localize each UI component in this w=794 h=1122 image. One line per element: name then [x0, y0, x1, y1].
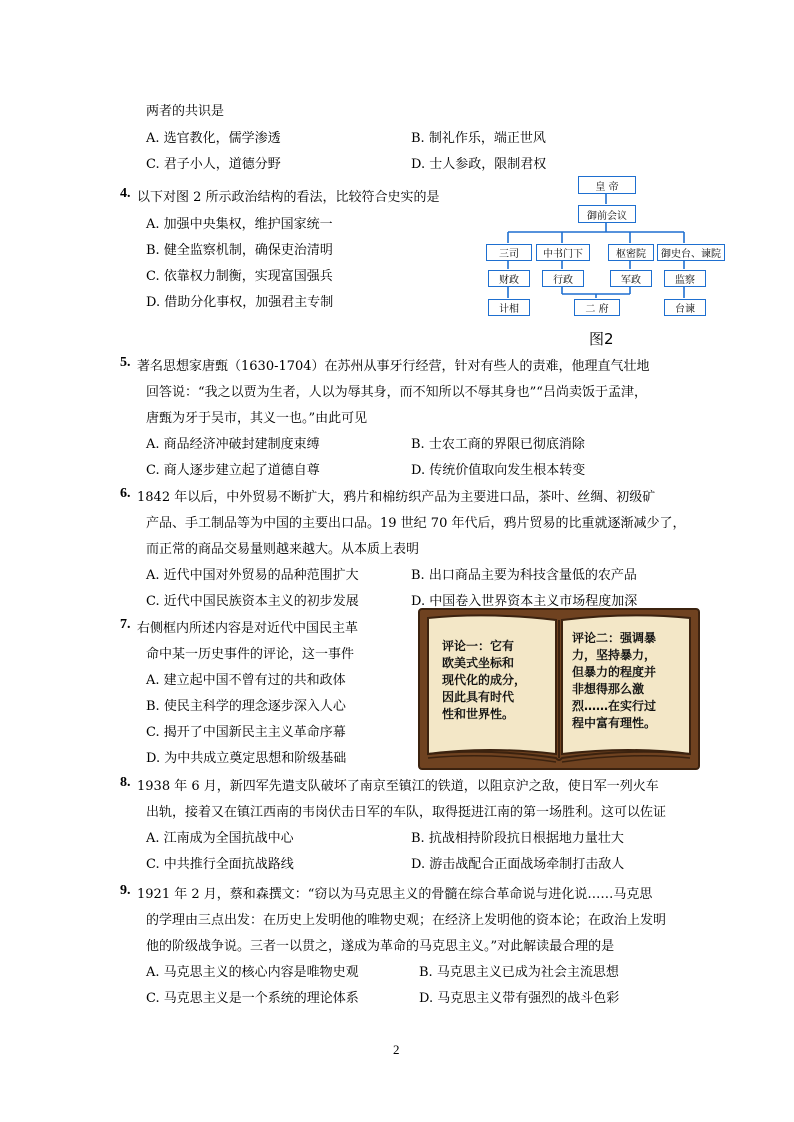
q8-option-d: D. 游击战配合正面战场牵制打击敌人 [411, 857, 625, 872]
q6-option-c: C. 近代中国民族资本主义的初步发展 [146, 594, 359, 609]
q8-option-a: A. 江南成为全国抗战中心 [146, 831, 294, 846]
q7-option-d: D. 为中共成立奠定思想和阶级基础 [146, 751, 347, 766]
node-administration: 行政 [542, 270, 584, 287]
q4-stem: 以下对图 2 所示政治结构的看法，比较符合史实的是 [137, 190, 440, 205]
node-shumiyuan: 枢密院 [608, 244, 654, 261]
q3-option-a: A. 选官教化，儒学渗透 [146, 131, 281, 146]
right-comment-line: 程中富有理性。 [572, 716, 657, 730]
q5-option-d: D. 传统价值取向发生根本转变 [411, 463, 586, 478]
q8-number: 8. [120, 775, 131, 790]
q5-option-a: A. 商品经济冲破封建制度束缚 [146, 437, 320, 452]
q3-option-b: B. 制礼作乐，端正世风 [411, 131, 546, 146]
node-zhongshu-menxia: 中书门下 [536, 244, 590, 261]
node-sansi: 三司 [486, 244, 532, 261]
q9-stem-line-1: 1921 年 2 月，蔡和森撰文：“窃以为马克思主义的骨髓在综合革命说与进化说……马克思 [137, 887, 653, 902]
q6-number: 6. [120, 486, 131, 501]
q9-stem-line-2: 的学理由三点出发：在历史上发明他的唯物史观；在经济上发明他的资本论；在政治上发明 [146, 913, 667, 928]
q6-stem-line-3: 而正常的商品交易量则越来越大。从本质上表明 [146, 542, 420, 557]
right-comment-line: 但暴力的程度并 [572, 665, 657, 679]
q4-number: 4. [120, 186, 131, 201]
q9-option-d: D. 马克思主义带有强烈的战斗色彩 [419, 991, 620, 1006]
q5-number: 5. [120, 355, 131, 370]
q6-option-b: B. 出口商品主要为科技含量低的农产品 [411, 568, 637, 583]
q5-option-c: C. 商人逐步建立起了道德自尊 [146, 463, 320, 478]
q3-stem-tail: 两者的共识是 [146, 104, 225, 119]
q5-stem-line-2: 回答说：“我之以贾为生者，人以为辱其身，而不知所以不辱其身也”“吕尚卖饭于孟津， [146, 385, 647, 400]
q8-option-c: C. 中共推行全面抗战路线 [146, 857, 294, 872]
right-comment-line: 烈……在实行过 [572, 699, 657, 713]
left-comment-line: 因此具有时代 [442, 690, 515, 704]
q7-option-a: A. 建立起中国不曾有过的共和政体 [146, 673, 346, 688]
node-erfu: 二 府 [574, 299, 620, 316]
node-jixiang: 计相 [488, 299, 530, 316]
q9-option-c: C. 马克思主义是一个系统的理论体系 [146, 991, 359, 1006]
left-comment-line: 欧美式坐标和 [442, 656, 515, 670]
q7-option-c: C. 揭开了中国新民主主义革命序幕 [146, 725, 346, 740]
q4-option-c: C. 依靠权力制衡，实现富国强兵 [146, 269, 333, 284]
node-imperial-council: 御前会议 [578, 205, 636, 223]
political-structure-diagram [480, 172, 740, 347]
q4-option-d: D. 借助分化事权，加强君主专制 [146, 295, 334, 310]
q7-stem-line-1: 右侧框内所述内容是对近代中国民主革 [137, 621, 359, 636]
q5-option-b: B. 士农工商的界限已彻底消除 [411, 437, 585, 452]
q6-stem-line-1: 1842 年以后，中外贸易不断扩大，鸦片和棉纺织产品为主要进口品，茶叶、丝绸、初级矿 [137, 490, 656, 505]
q7-stem-line-2: 命中某一历史事件的评论，这一事件 [146, 647, 355, 662]
q3-option-c: C. 君子小人，道德分野 [146, 157, 281, 172]
q6-stem-line-2: 产品、手工制品等为中国的主要出口品。19 世纪 70 年代后，鸦片贸易的比重就逐渐减少了， [146, 516, 686, 531]
q9-number: 9. [120, 883, 131, 898]
left-comment-line: 评论一：它有 [442, 639, 515, 653]
q6-option-a: A. 近代中国对外贸易的品种范围扩大 [146, 568, 359, 583]
q9-option-b: B. 马克思主义已成为社会主流思想 [419, 965, 619, 980]
right-comment-line: 力，坚持暴力， [572, 648, 657, 662]
page-number: 2 [393, 1042, 400, 1057]
q8-stem-line-1: 1938 年 6 月，新四军先遣支队破坏了南京至镇江的铁道，以阻京沪之敌，使日军一列火车 [137, 779, 659, 794]
q6-option-d: D. 中国卷入世界资本主义市场程度加深 [411, 594, 638, 609]
q4-option-a: A. 加强中央集权，维护国家统一 [146, 217, 333, 232]
node-supervision: 监察 [664, 270, 706, 287]
q5-stem-line-1: 著名思想家唐甄（1630-1704）在苏州从事牙行经营，针对有些人的责难，他理直气壮地 [137, 359, 650, 374]
q9-option-a: A. 马克思主义的核心内容是唯物史观 [146, 965, 359, 980]
q8-stem-line-2: 出轨，接着又在镇江西南的韦岗伏击日军的车队，取得挺进江南的第一场胜利。这可以佐证 [146, 805, 667, 820]
q9-stem-line-3: 他的阶级战争说。三者一以贯之，遂成为革命的马克思主义。”对此解读最合理的是 [146, 939, 615, 954]
node-yushitai-jianyuan: 御史台、谏院 [657, 244, 725, 261]
book-right-page-text [572, 630, 688, 732]
figure-label: 图2 [589, 330, 614, 348]
q7-option-b: B. 使民主科学的理念逐步深入人心 [146, 699, 346, 714]
book-left-page-text [442, 638, 554, 723]
right-comment-line: 非想得那么激 [572, 682, 645, 696]
node-finance: 财政 [488, 270, 530, 287]
q3-option-d: D. 士人参政，限制君权 [411, 157, 547, 172]
commentary-book-illustration [418, 608, 700, 770]
node-emperor: 皇 帝 [578, 176, 636, 194]
node-taijian: 台谏 [664, 299, 706, 316]
right-comment-line: 评论二：强调暴 [572, 631, 657, 645]
node-military: 军政 [610, 270, 652, 287]
q4-option-b: B. 健全监察机制，确保吏治清明 [146, 243, 333, 258]
q7-number: 7. [120, 617, 131, 632]
q8-option-b: B. 抗战相持阶段抗日根据地力量壮大 [411, 831, 624, 846]
q5-stem-line-3: 唐甄为牙于吴市，其义一也。”由此可见 [146, 411, 368, 426]
left-comment-line: 性和世界性。 [442, 707, 515, 721]
left-comment-line: 现代化的成分， [442, 673, 527, 687]
